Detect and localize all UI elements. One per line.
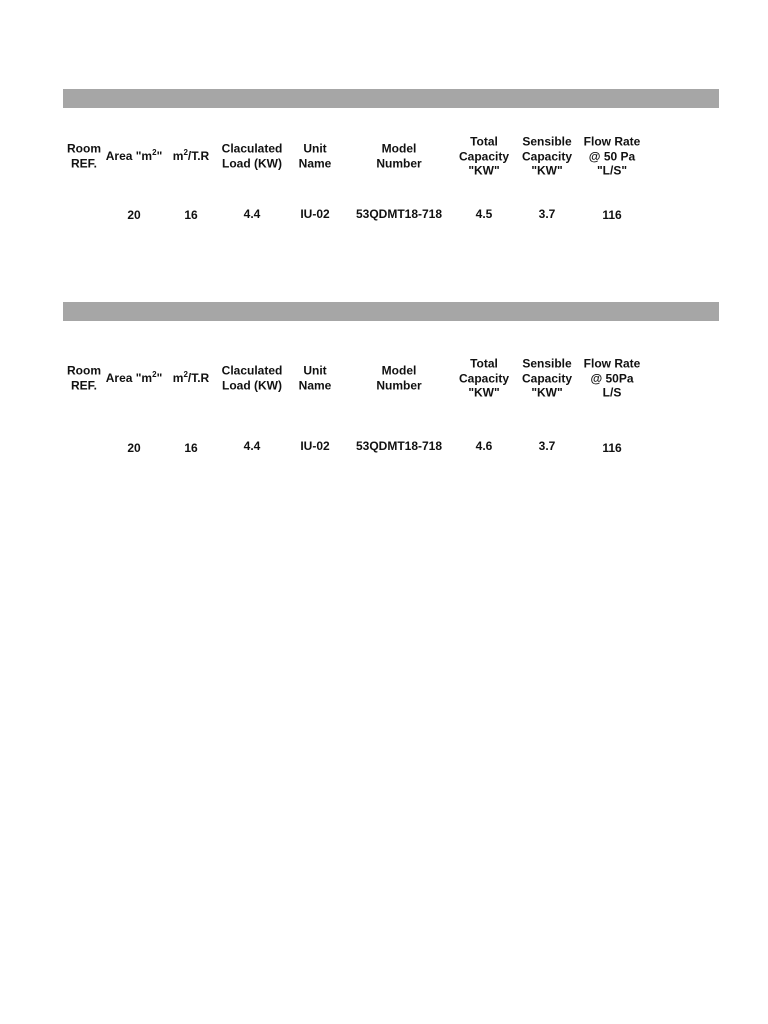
header-flow-rate: Flow Rate @ 50 Pa "L/S" <box>583 134 641 178</box>
cell-m2-tr: 16 <box>184 441 198 455</box>
header-total-capacity: Total Capacity "KW" <box>458 356 510 400</box>
header-flow-rate: Flow Rate @ 50Pa L/S <box>583 356 641 400</box>
cell-m2-tr: 16 <box>184 208 198 222</box>
cell-total-capacity: 4.6 <box>475 439 493 453</box>
header-total-capacity: Total Capacity "KW" <box>458 134 510 178</box>
cell-unit-name: IU-02 <box>300 439 330 453</box>
cell-model-number: 53QDMT18-718 <box>355 207 443 221</box>
cell-calculated-load: 4.4 <box>243 207 261 221</box>
table-1-header-band <box>63 89 719 108</box>
cell-sensible-capacity: 3.7 <box>538 207 556 221</box>
cell-unit-name: IU-02 <box>300 207 330 221</box>
cell-area: 20 <box>127 208 141 222</box>
cell-calculated-load: 4.4 <box>243 439 261 453</box>
header-area: Area "$m^2$" <box>105 369 163 385</box>
header-room-ref: Room REF. <box>67 363 101 392</box>
header-model-number: Model Number <box>376 141 422 170</box>
cell-model-number: 53QDMT18-718 <box>355 439 443 453</box>
cell-sensible-capacity: 3.7 <box>538 439 556 453</box>
header-model-number: Model Number <box>376 363 422 392</box>
header-room-ref: Room REF. <box>67 141 101 170</box>
cell-area: 20 <box>127 441 141 455</box>
header-calculated-load: Claculated Load (KW) <box>221 141 283 170</box>
header-calculated-load: Claculated Load (KW) <box>221 363 283 392</box>
cell-flow-rate: 116 <box>602 208 622 222</box>
header-sensible-capacity: Sensible Capacity "KW" <box>521 134 573 178</box>
header-m2-tr: $m^2/T.R$ <box>172 147 210 163</box>
header-unit-name: Unit Name <box>298 363 332 392</box>
cell-flow-rate: 116 <box>602 441 622 455</box>
header-area: Area "$m^2$" <box>105 147 163 163</box>
header-unit-name: Unit Name <box>298 141 332 170</box>
table-2-header-band <box>63 302 719 321</box>
header-m2-tr: $m^2/T.R$ <box>172 369 210 385</box>
header-sensible-capacity: Sensible Capacity "KW" <box>521 356 573 400</box>
cell-total-capacity: 4.5 <box>475 207 493 221</box>
